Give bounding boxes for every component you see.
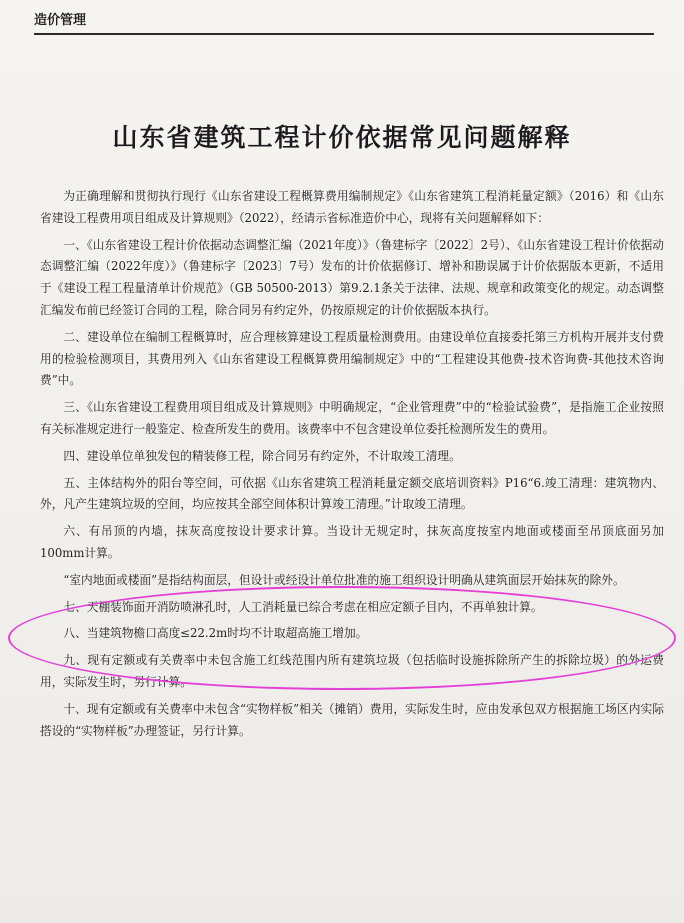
item-3-paragraph: 三、《山东省建设工程费用项目组成及计算规则》中明确规定，“企业管理费”中的“检验试验费”，是指施工企业按照有关标准规定进行一般鉴定、检查所发生的费用。该费率中不包含建设单位委托检测所发生的费用。 [40,400,664,436]
item-5-paragraph: 五、主体结构外的阳台等空间，可依据《山东省建筑工程消耗量定额交底培训资料》P16“6.竣工清理：建筑物内、外，凡产生建筑垃圾的空间，均应按其全部空间体积计算竣工清理。”计取竣工清理。 [40,475,664,512]
item-8-paragraph: 八、当建筑物檐口高度≤22.2m时均不计取超高施工增加。 [63,626,368,641]
item-7-paragraph: 七、天棚装饰面开消防喷淋孔时，人工消耗量已综合考虑在相应定额子目内，不再单独计算。 [63,599,543,614]
item-6-paragraph: 六、有吊顶的内墙，抹灰高度按设计要求计算。当设计无规定时，抹灰高度按室内地面或楼面至吊顶底面另加100mm计算。 [40,524,664,560]
item-9-paragraph: 九、现有定额或有关费率中未包含施工红线范围内所有建筑垃圾（包括临时设施拆除所产生的拆除垃圾）的外运费用，实际发生时，另行计算。 [40,653,664,689]
item-1-paragraph: 一、《山东省建设工程计价依据动态调整汇编（2021年度）》（鲁建标字〔2022〕2号）、《山东省建设工程计价依据动态调整汇编（2022年度）》（鲁建标字〔2023〕7号）发布的计价依据修订、增补和勘误属于计价依据版本更新，不适用于《建设工程工程量清单计价规范》（GB 50500-2013）第9.2.1条关于法律、法规、规章和政策变化的规定。动态调整汇编发布前已经签订合同的工程，除合同另有约定外，仍按原规定的计价依据版本执行。 [40,237,664,317]
item-2-paragraph: 二、建设单位在编制工程概算时，应合理核算建设工程质量检测费用。由建设单位直接委托第三方机构开展并支付费用的检验检测项目，其费用列入《山东省建设工程概算费用编制规定》中的“工程建设其他费-技术咨询费-其他技术咨询费”中。 [40,329,664,388]
item-4-paragraph: 四、建设单位单独发包的精装修工程，除合同另有约定外，不计取竣工清理。 [63,448,461,463]
item-10-paragraph: 十、现有定额或有关费率中未包含“实物样板”相关（摊销）费用，实际发生时，应由发承包双方根据施工场区内实际搭设的“实物样板”办理签证，另行计算。 [40,701,664,738]
page-title: 山东省建筑工程计价依据常见问题解释 [112,123,572,152]
intro-paragraph: 为正确理解和贯彻执行现行《山东省建设工程概算费用编制规定》《山东省建筑工程消耗量定额》（2016）和《山东省建设工程费用项目组成及计算规则》（2022），经请示省标准造价中心，现将有关问题解释如下： [40,189,664,225]
item-6-note-paragraph: “室内地面或楼面”是指结构面层，但设计或经设计单位批准的施工组织设计明确从建筑面层开始抹灰的除外。 [63,572,625,587]
header-divider [34,33,654,35]
handdrawn-highlight-ellipse [8,586,676,690]
section-header: 造价管理 [34,13,87,28]
